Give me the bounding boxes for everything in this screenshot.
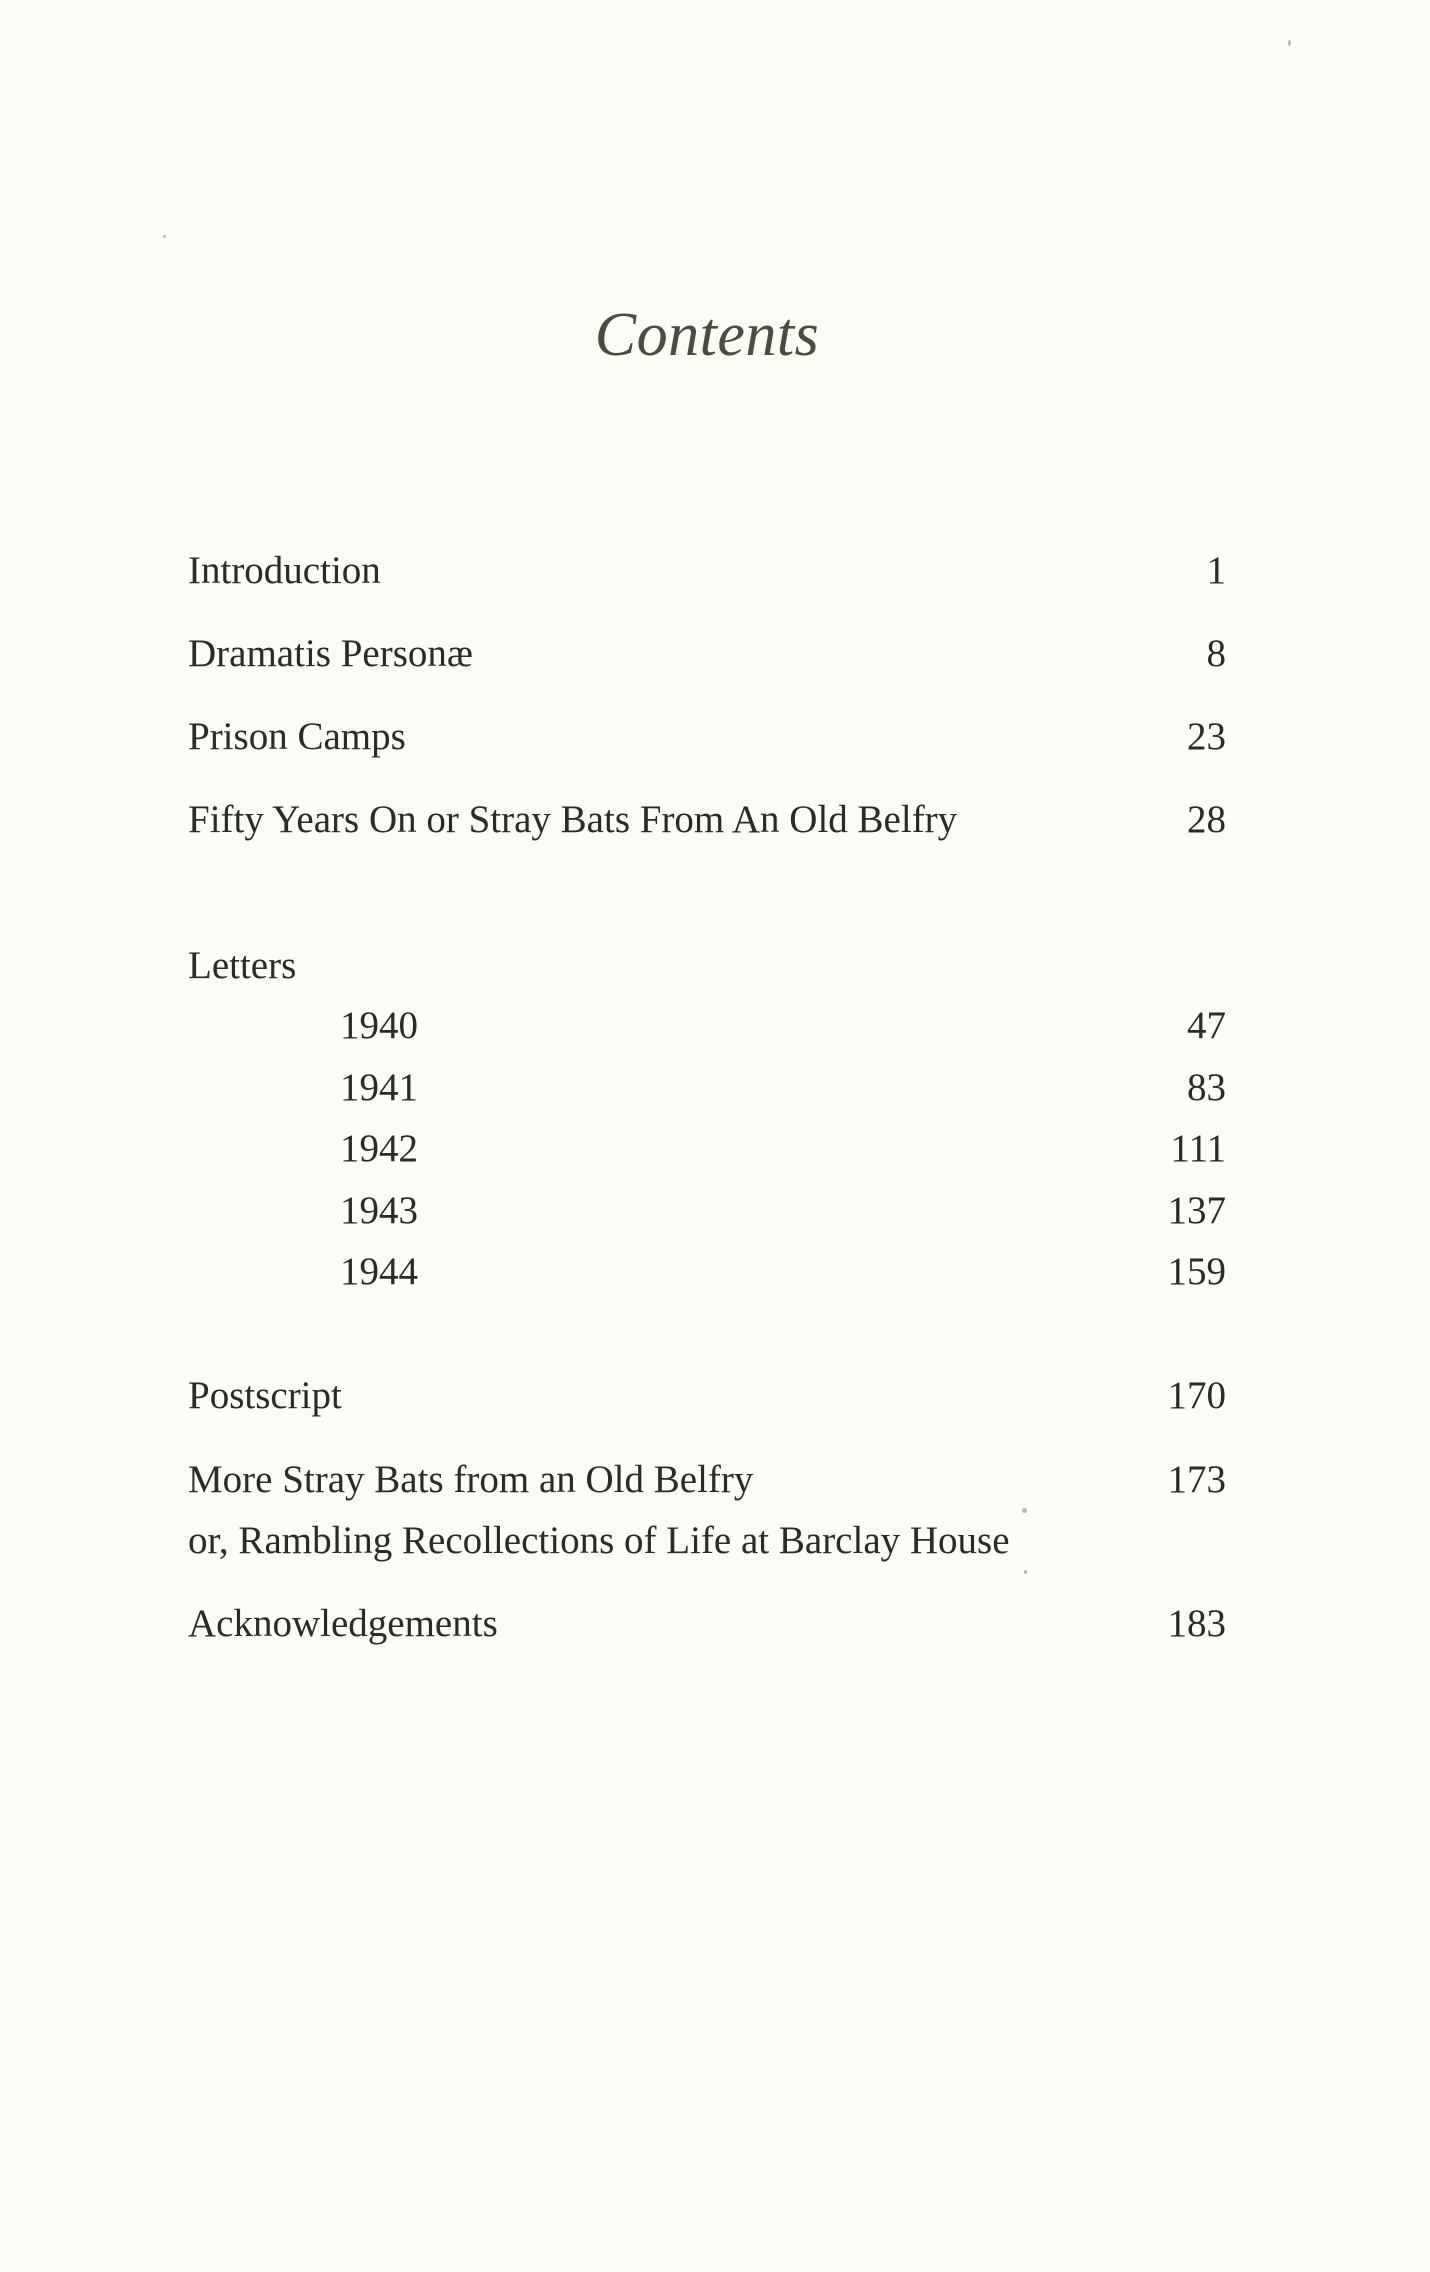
- toc-entry-page: 183: [1167, 1602, 1226, 1645]
- paper-speck: [1022, 1508, 1027, 1513]
- toc-entry-page: 159: [1167, 1250, 1226, 1293]
- toc-entry-label-line2: or, Rambling Recollections of Life at Barclay House: [188, 1519, 1010, 1562]
- toc-entry-page: 47: [1187, 1004, 1226, 1047]
- toc-entry-label: 1944: [340, 1250, 418, 1293]
- toc-entry-label: Introduction: [188, 549, 381, 592]
- toc-entry-label: 1941: [340, 1066, 418, 1109]
- toc-entry-page: 8: [1206, 632, 1226, 675]
- toc-entry-label: Prison Camps: [188, 715, 406, 758]
- paper-speck: [1288, 40, 1291, 46]
- toc-entry-label: 1943: [340, 1189, 418, 1232]
- toc-entry-label: More Stray Bats from an Old Belfry: [188, 1458, 754, 1501]
- toc-entry-label: Acknowledgements: [188, 1602, 498, 1645]
- toc-entry-page: 1: [1206, 549, 1226, 592]
- toc-entry-label: 1942: [340, 1127, 418, 1170]
- toc-entry-label: 1940: [340, 1004, 418, 1047]
- toc-entry-page: 137: [1167, 1189, 1226, 1232]
- toc-entry-page: 170: [1167, 1374, 1226, 1417]
- toc-entry-page: 111: [1170, 1127, 1226, 1170]
- toc-entry-page: 173: [1167, 1458, 1226, 1501]
- toc-section-label: Letters: [188, 944, 297, 987]
- paper-speck: [1024, 1570, 1027, 1574]
- toc-entry-label: Postscript: [188, 1374, 342, 1417]
- toc-entry-page: 83: [1187, 1066, 1226, 1109]
- toc-entry-page: 28: [1187, 798, 1226, 841]
- toc-entry-label: Fifty Years On or Stray Bats From An Old Belfry: [188, 798, 958, 841]
- toc-entry-page: 23: [1187, 715, 1226, 758]
- paper-speck: [163, 235, 166, 238]
- toc-entry-label: Dramatis Personæ: [188, 632, 473, 675]
- page-title: Contents: [594, 301, 820, 369]
